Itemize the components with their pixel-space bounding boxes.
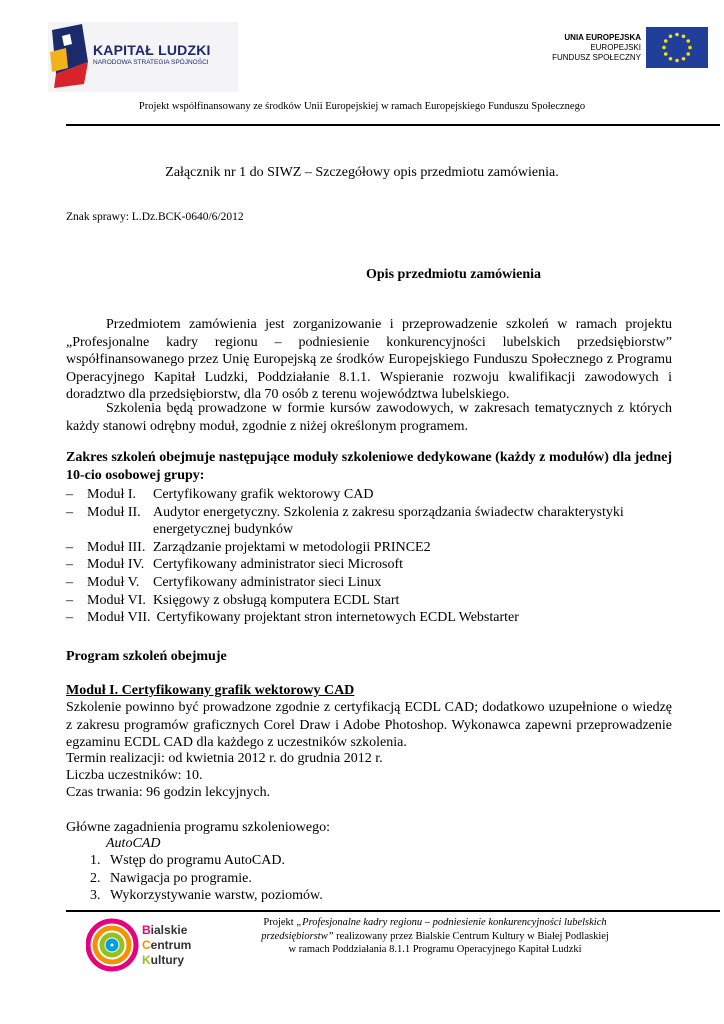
svg-text:Centrum: Centrum	[142, 938, 192, 952]
eu-star-icon	[686, 39, 690, 43]
footer-project-name: „Profesjonalne kadry regionu – podniesienie konkurencyjności lubelskich przedsiębiorstw”	[261, 917, 607, 942]
scope-heading: Zakres szkoleń obejmuje następujące moduły szkoleniowe dedykowane (każdy z modułów) dla jednej 10-cio osobowej grupy:	[66, 450, 672, 483]
module-label: Moduł I.	[87, 487, 136, 502]
case-number: Znak sprawy: L.Dz.BCK-0640/6/2012	[66, 211, 244, 223]
main-topics-heading: Główne zagadnienia programu szkoleniowego:	[66, 820, 330, 835]
eu-star-icon	[669, 57, 673, 61]
participant-count: Liczba uczestników: 10.	[66, 768, 203, 783]
item-number: 1.	[90, 853, 101, 868]
item-text: Nawigacja po programie.	[110, 870, 252, 886]
intro-paragraph: Przedmiotem zamówienia jest zorganizowanie i przeprowadzenie szkoleń w ramach projektu „Profesjonalne kadry regionu – podniesienie konkurencyjności lubelskich przedsiębiorstw” współfinansowanego przez Unię Europejską ze środków Europejskiego Funduszu Społecznego z Programu Operacyjnego Kapitał Ludzki, Poddziałanie 8.1.1. Wspieranie rozwoju kwalifikacji zawodowych i doradztwo dla przedsiębiorstw, dla 70 osób z terenu województwa lubelskiego.	[66, 317, 672, 403]
eu-star-icon	[675, 33, 679, 37]
module-text: Certyfikowany administrator sieci Microsoft	[153, 557, 403, 573]
program-heading: Program szkoleń obejmuje	[66, 649, 227, 664]
bialskie-centrum-kultury-logo	[86, 912, 201, 977]
module1-heading: Moduł I. Certyfikowany grafik wektorowy CAD	[66, 683, 355, 698]
autocad-subheading: AutoCAD	[106, 836, 161, 851]
module-list	[66, 486, 686, 627]
item-number: 2.	[90, 870, 101, 886]
item-text: Wykorzystywanie warstw, poziomów.	[110, 888, 323, 904]
duration: Czas trwania: 96 godzin lekcyjnych.	[66, 785, 271, 800]
eu-flag-icon	[646, 27, 708, 68]
eu-line1: UNIA EUROPEJSKA	[564, 33, 641, 42]
list-item: – Moduł II. Audytor energetyczny. Szkolenia z zakresu sporządzania świadectw charakterystyki energetycznej budynków	[66, 504, 686, 539]
eu-star-icon	[675, 59, 679, 63]
item-number: 3.	[90, 888, 101, 904]
module-label: Moduł VII.	[87, 610, 151, 626]
module-text: Certyfikowany grafik wektorowy CAD	[153, 487, 374, 502]
list-item: – Moduł IV. Certyfikowany administrator sieci Microsoft	[66, 557, 403, 573]
module-text: Audytor energetyczny. Szkolenia z zakresu sporządzania świadectw charakterystyki	[153, 504, 624, 520]
topic-list	[90, 852, 323, 905]
module-label: Moduł III.	[87, 539, 146, 555]
list-item	[90, 852, 323, 870]
module-label: Moduł VI.	[87, 592, 146, 608]
svg-text:Kultury: Kultury	[142, 953, 185, 967]
module-label: Moduł II.	[87, 504, 141, 520]
kapital-ludzki-subtitle: NARODOWA STRATEGIA SPÓJNOŚCI	[93, 59, 209, 66]
eu-star-icon	[686, 52, 690, 56]
eu-star-icon	[682, 57, 686, 61]
eu-star-icon	[662, 46, 666, 50]
footer-line2: realizowany przez Bialskie Centrum Kultury w Białej Podlaskiej	[333, 930, 609, 942]
realization-term: Termin realizacji: od kwietnia 2012 r. do grudnia 2012 r.	[66, 751, 383, 766]
eu-line2: EUROPEJSKI	[590, 43, 641, 52]
module-text: Certyfikowany projektant stron internetowych ECDL Webstarter	[153, 610, 519, 626]
module-text-continued: energetycznej budynków	[153, 522, 294, 538]
list-item: – Moduł III. Zarządzanie projektami w metodologii PRINCE2	[66, 539, 431, 555]
training-form-paragraph: Szkolenia będą prowadzone w formie kursów zawodowych, w zakresach tematycznych z których każdy stanowi odrębny moduł, zgodnie z niżej określonym programem.	[66, 401, 672, 434]
list-item: – Moduł V. Certyfikowany administrator sieci Linux	[66, 574, 382, 590]
eu-line3: FUNDUSZ SPOŁECZNY	[552, 53, 641, 62]
item-text: Wstęp do programu AutoCAD.	[110, 853, 285, 868]
page-title: Opis przedmiotu zamówienia	[366, 267, 541, 282]
list-item	[90, 887, 323, 905]
module-label: Moduł V.	[87, 574, 140, 590]
footer-prefix: Projekt	[263, 917, 297, 928]
module-text: Zarządzanie projektami w metodologii PRINCE2	[153, 539, 431, 555]
list-item	[90, 870, 323, 888]
kapital-ludzki-title: KAPITAŁ LUDZKI	[93, 42, 211, 58]
list-item: – Moduł I. Certyfikowany grafik wektorowy CAD	[66, 487, 374, 502]
svg-text:Bialskie: Bialskie	[142, 923, 188, 937]
list-item: – Moduł VI. Księgowy z obsługą komputera ECDL Start	[66, 592, 400, 608]
cofinancing-note: Projekt współfinansowany ze środków Unii Europejskiej w ramach Europejskiego Funduszu Społecznego	[138, 101, 586, 112]
eu-star-icon	[688, 46, 692, 50]
eu-star-icon	[664, 39, 668, 43]
annex-title: Załącznik nr 1 do SIWZ – Szczegółowy opis przedmiotu zamówienia.	[165, 165, 559, 180]
footer-line3: w ramach Poddziałania 8.1.1 Programu Operacyjnego Kapitał Ludzki	[288, 944, 582, 955]
module-text: Certyfikowany administrator sieci Linux	[153, 574, 382, 590]
module1-paragraph: Szkolenie powinno być prowadzone zgodnie z certyfikacją ECDL CAD; dodatkowo uzupełnione o wiedzę z zakresu programów graficznych Corel Draw i Adobe Photoshop. Wykonawca zapewni przeprowadzenie egzaminu ECDL CAD dla każdego z uczestników szkolenia.	[66, 700, 672, 751]
eu-star-icon	[669, 34, 673, 38]
header-divider	[66, 124, 720, 126]
module-text: Księgowy z obsługą komputera ECDL Start	[153, 592, 400, 608]
eu-star-icon	[664, 52, 668, 56]
footer-note	[232, 916, 638, 957]
eu-star-icon	[682, 34, 686, 38]
list-item: – Moduł VII. Certyfikowany projektant stron internetowych ECDL Webstarter	[66, 610, 519, 626]
module-label: Moduł IV.	[87, 557, 145, 573]
eu-logo-text	[552, 33, 641, 63]
